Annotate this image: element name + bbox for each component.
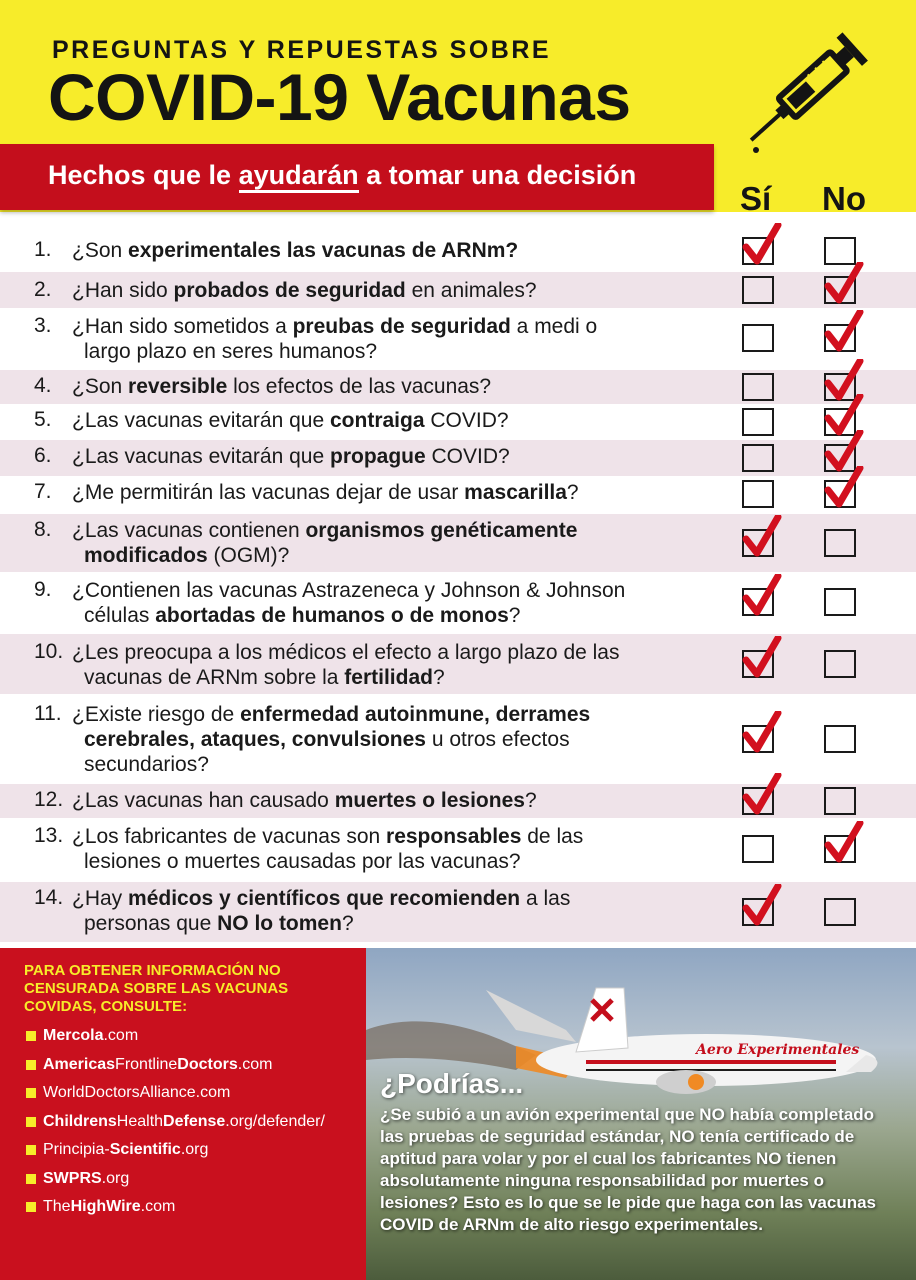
question-number: 6. [34,444,52,467]
question-number: 1. [34,238,52,261]
bullet-icon [26,1117,36,1127]
question-number: 14. [34,886,64,909]
checkbox-si[interactable] [742,835,774,863]
question-text: ¿Son reversible los efectos de las vacunas? [72,375,492,398]
pre-title: PREGUNTAS Y REPUESTAS SOBRE [52,36,552,64]
column-no-label: No [822,180,866,217]
checkbox-no[interactable] [824,237,856,265]
checkmark-icon [742,515,782,559]
question-text: ¿Las vacunas evitarán que contraiga COVID? [72,409,509,432]
info-heading: PARA OBTENER INFORMACIÓN NO CENSURADA SOBRE LAS VACUNAS COVIDAS, CONSULTE: [24,962,289,1015]
syringe-icon [740,14,890,154]
checkbox-no[interactable] [824,588,856,616]
checkmark-icon [824,262,864,306]
question-text: ¿Hay médicos y científicos que recomienden a las personas que NO lo tomen? [72,887,571,935]
question-text: ¿Les preocupa a los médicos el efecto a largo plazo de las vacunas de ARNm sobre la fertilidad? [72,641,620,689]
resource-link[interactable]: Principia- Scientific .org [26,1136,325,1165]
checkbox-no[interactable] [824,529,856,557]
question-text: ¿Las vacunas contienen organismos genéticamente modificados (OGM)? [72,519,578,567]
checkmark-icon [742,574,782,618]
question-text: ¿Existe riesgo de enfermedad autoinmune, derrames cerebrales, ataques, convulsiones u otros efectos secundarios? [72,703,591,776]
resource-link[interactable]: WorldDoctorsAlliance.com [26,1079,325,1108]
plane-label: Aero Experimentales [696,1042,860,1058]
checkbox-no[interactable] [824,650,856,678]
checkbox-si[interactable] [742,324,774,352]
resource-link[interactable]: Americas Frontline Doctors .com [26,1051,325,1080]
checkmark-icon [824,466,864,510]
question-number: 2. [34,278,52,301]
resource-link[interactable]: Mercola .com [26,1022,325,1051]
checkmark-icon [742,223,782,267]
bullet-icon [26,1202,36,1212]
resource-link[interactable]: Childrens Health Defense .org/defender/ [26,1108,325,1137]
question-text: ¿Son experimentales las vacunas de ARNm? [72,239,519,262]
checkbox-si[interactable] [742,480,774,508]
resource-link[interactable]: The HighWire .com [26,1193,325,1222]
question-text: ¿Me permitirán las vacunas dejar de usar mascarilla? [72,481,579,504]
question-text: ¿Las vacunas evitarán que propague COVID? [72,445,510,468]
checkmark-icon [742,884,782,928]
checkbox-si[interactable] [742,276,774,304]
checkmark-icon [742,636,782,680]
podrias-body: ¿Se subió a un avión experimental que NO había completado las pruebas de seguridad estándar, NO tenía certificado de aptitud para volar y por el cual los fabricantes NO tienen absolutamente ninguna responsabilidad por muertes o lesiones? Esto es lo que se le pide que haga con las vacunas COVID de ARNm de alto riesgo experimentales. [380,1105,877,1234]
banner-text: Hechos que le ayudarán a tomar una decisión [48,160,636,191]
question-text: ¿Han sido probados de seguridad en animales? [72,279,537,302]
checkbox-si[interactable] [742,408,774,436]
question-number: 11. [34,702,62,725]
question-number: 7. [34,480,52,503]
question-number: 4. [34,374,52,397]
checkmark-icon [742,773,782,817]
main-title: COVID-19 Vacunas [48,60,631,134]
checkmark-icon [742,711,782,755]
checkbox-si[interactable] [742,444,774,472]
question-number: 9. [34,578,52,601]
bullet-icon [26,1060,36,1070]
bullet-icon [26,1174,36,1184]
column-yes-label: Sí [740,180,772,217]
question-number: 13. [34,824,64,847]
question-number: 5. [34,408,52,431]
bullet-icon [26,1088,36,1098]
resource-link[interactable]: SWPRS .org [26,1165,325,1194]
bullet-icon [26,1145,36,1155]
question-number: 3. [34,314,52,337]
question-number: 8. [34,518,52,541]
checkbox-no[interactable] [824,725,856,753]
podrias-title: ¿Podrías... [380,1068,524,1099]
question-text: ¿Los fabricantes de vacunas son responsables de las lesiones o muertes causadas por las vacunas? [72,825,584,873]
checkbox-si[interactable] [742,373,774,401]
question-number: 10. [34,640,64,663]
checkbox-no[interactable] [824,787,856,815]
question-text: ¿Contienen las vacunas Astrazeneca y Johnson & Johnson células abortadas de humanos o de monos? [72,579,626,627]
question-number: 12. [34,788,64,811]
question-text: ¿Han sido sometidos a preubas de seguridad a medi o largo plazo en seres humanos? [72,315,598,363]
question-text: ¿Las vacunas han causado muertes o lesiones? [72,789,537,812]
checkbox-no[interactable] [824,898,856,926]
underlined-word: ayudarán [239,160,359,193]
resource-list [26,1022,325,1222]
checkmark-icon [824,821,864,865]
checkmark-icon [824,310,864,354]
bullet-icon [26,1031,36,1041]
